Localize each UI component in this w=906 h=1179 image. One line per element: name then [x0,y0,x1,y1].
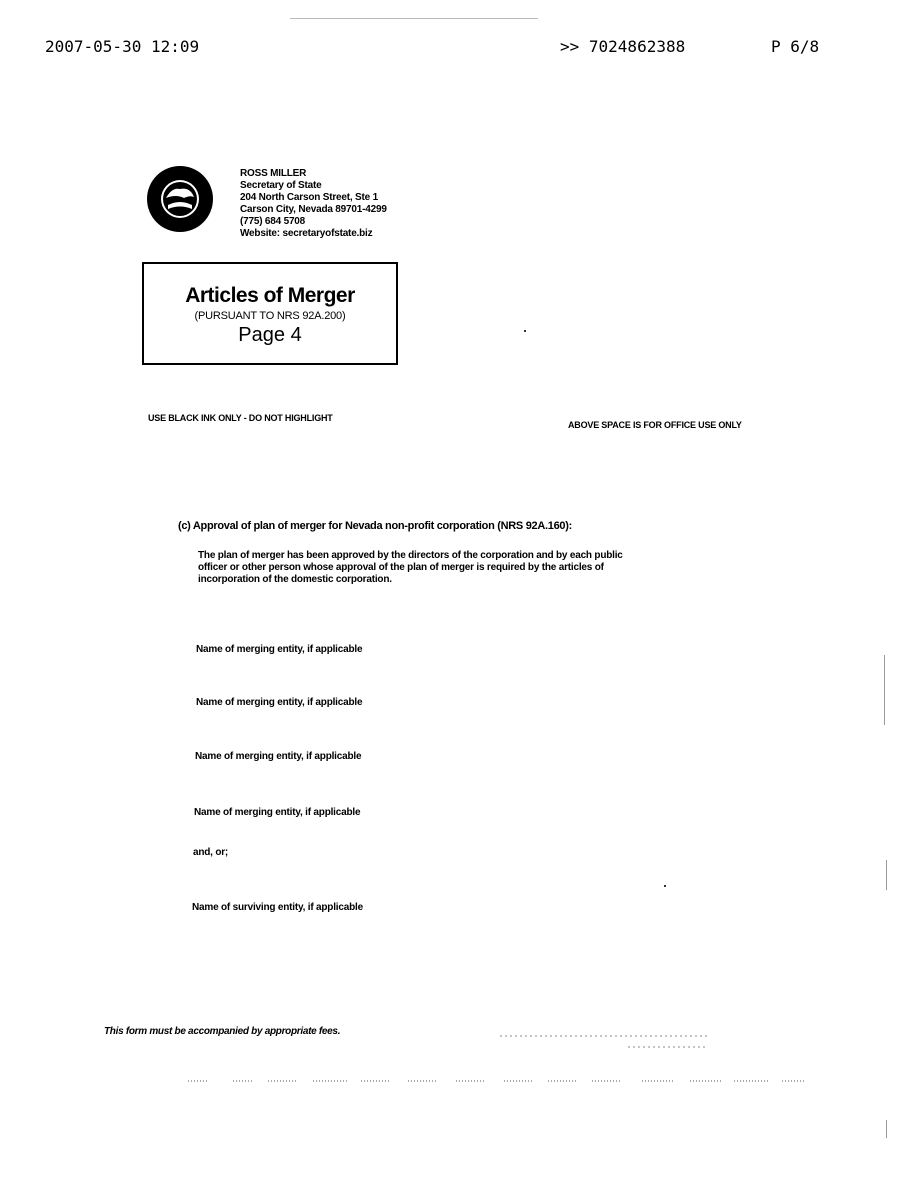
fee-notice: This form must be accompanied by appropriate fees. [104,1026,341,1037]
section-c-heading: (c) Approval of plan of merger for Nevada non-profit corporation (NRS 92A.160): [178,520,572,532]
fax-timestamp: 2007-05-30 12:09 [45,37,200,56]
scan-speck [524,330,526,332]
state-seal-icon [146,165,214,233]
office-website-line [240,228,387,240]
office-block [240,168,387,240]
form-title: Articles of Merger [185,284,355,307]
footer-fine-print-mark [500,1031,712,1053]
ink-notice: USE BLACK INK ONLY - DO NOT HIGHLIGHT [148,413,333,423]
office-use-notice: ABOVE SPACE IS FOR OFFICE USE ONLY [568,420,742,430]
scan-edge-mark [886,1120,887,1138]
office-address-line2: Carson City, Nevada 89701-4299 [240,204,387,215]
section-c-body: The plan of merger has been approved by the directors of the corporation and by each public officer or other person whose approval of the plan of merger is required by the articles of incorporation of the domestic corporation. [198,550,623,585]
scan-speck [664,885,666,887]
form-page-label: Page 4 [238,324,302,346]
website-value: secretaryofstate.biz [282,228,373,239]
fax-page: P 6/8 [771,37,820,56]
merging-entity-label-1: Name of merging entity, if applicable [196,644,363,655]
office-address-line1: 204 North Carson Street, Ste 1 [240,192,378,203]
merging-entity-label-3: Name of merging entity, if applicable [195,751,362,762]
scan-line [290,18,538,19]
merging-entity-label-2: Name of merging entity, if applicable [196,697,363,708]
and-or-text: and, or; [193,847,229,858]
bottom-dotted-rule [188,1075,808,1089]
office-name: ROSS MILLER [240,168,307,179]
website-label: Website: [240,228,280,239]
form-title-box [142,262,398,365]
fax-phone: >> 7024862388 [560,37,686,56]
office-phone: (775) 684 5708 [240,216,306,227]
form-subtitle: (PURSUANT TO NRS 92A.200) [194,310,346,322]
scan-edge-mark [884,655,885,725]
office-title: Secretary of State [240,180,322,191]
merging-entity-label-4: Name of merging entity, if applicable [194,807,361,818]
surviving-entity-label: Name of surviving entity, if applicable [192,902,363,913]
scan-edge-mark [886,860,887,890]
